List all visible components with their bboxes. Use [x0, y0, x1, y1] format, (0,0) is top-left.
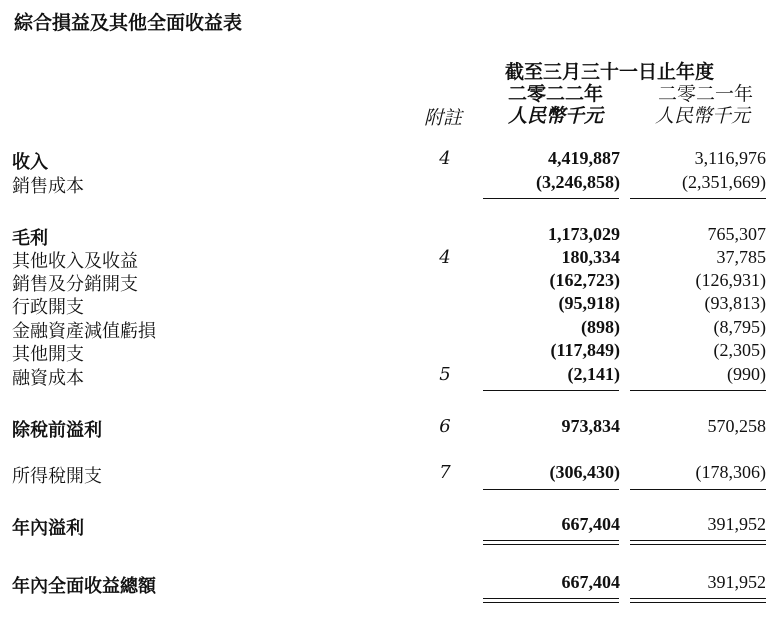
table-row [0, 293, 776, 317]
total-double-rule [630, 544, 766, 545]
total-double-rule [630, 602, 766, 603]
subtotal-rule [630, 390, 766, 391]
row-label: 收入 [12, 152, 48, 173]
table-row [0, 224, 776, 248]
value-2022: (2,141) [567, 364, 620, 384]
row-label: 所得稅開支 [12, 466, 102, 487]
total-double-rule [483, 544, 619, 545]
value-2021: 391,952 [707, 572, 766, 592]
row-label: 其他開支 [12, 344, 84, 365]
value-2021: (2,305) [713, 340, 766, 360]
table-row [0, 317, 776, 341]
value-2021: (178,306) [695, 462, 766, 482]
value-2022: (306,430) [549, 462, 620, 482]
total-double-rule [630, 598, 766, 599]
value-2022: (95,918) [558, 293, 620, 313]
value-2021: (2,351,669) [682, 172, 766, 192]
table-row [0, 247, 776, 271]
row-label: 銷售及分銷開支 [12, 274, 138, 295]
row-note: 5 [439, 364, 451, 385]
subtotal-rule [483, 390, 619, 391]
table-row [0, 364, 776, 388]
value-2022: 667,404 [561, 514, 620, 534]
value-2022: 973,834 [561, 416, 620, 436]
value-2021: (93,813) [704, 293, 766, 313]
value-2022: (117,849) [550, 340, 620, 360]
value-2021: 3,116,976 [694, 148, 766, 168]
value-2022: 667,404 [561, 572, 620, 592]
table-row [0, 148, 776, 172]
row-label: 毛利 [12, 228, 48, 249]
value-2021: 37,785 [716, 247, 766, 267]
total-double-rule [483, 598, 619, 599]
row-label: 銷售成本 [12, 176, 84, 197]
row-label: 年內溢利 [12, 518, 84, 539]
value-2021: 570,258 [707, 416, 766, 436]
row-label: 除稅前溢利 [12, 420, 102, 441]
row-label: 金融資產減值虧損 [12, 321, 156, 342]
table-row [0, 514, 776, 538]
value-2022: (898) [581, 317, 620, 337]
year-2021-header: 二零二一年 [658, 83, 754, 105]
total-double-rule [483, 602, 619, 603]
statement-title: 綜合損益及其他全面收益表 [14, 12, 243, 34]
value-2022: (162,723) [549, 270, 620, 290]
table-row [0, 270, 776, 294]
value-2021: 765,307 [707, 224, 766, 244]
note-column-header: 附註 [424, 107, 463, 129]
value-2022: 1,173,029 [548, 224, 620, 244]
total-double-rule [483, 540, 619, 541]
subtotal-rule [483, 489, 619, 490]
value-2021: (126,931) [695, 270, 766, 290]
row-label: 行政開支 [12, 297, 84, 318]
year-2022-header: 二零二二年 [508, 83, 604, 105]
subtotal-rule [483, 198, 619, 199]
value-2022: 4,419,887 [548, 148, 620, 168]
table-row [0, 416, 776, 440]
subtotal-rule [630, 198, 766, 199]
row-note: 4 [439, 148, 451, 169]
row-label: 年內全面收益總額 [12, 576, 156, 597]
value-2021: 391,952 [707, 514, 766, 534]
row-label: 其他收入及收益 [12, 251, 138, 272]
unit-2021-header: 人民幣千元 [655, 105, 751, 127]
table-row [0, 340, 776, 364]
table-row [0, 172, 776, 196]
value-2022: (3,246,858) [536, 172, 620, 192]
table-row [0, 462, 776, 486]
row-label: 融資成本 [12, 368, 84, 389]
total-double-rule [630, 540, 766, 541]
row-note: 7 [439, 462, 451, 483]
value-2021: (8,795) [713, 317, 766, 337]
row-note: 6 [439, 416, 451, 437]
period-header: 截至三月三十一日止年度 [505, 61, 715, 83]
row-note: 4 [439, 247, 451, 268]
unit-2022-header: 人民幣千元 [508, 105, 604, 127]
subtotal-rule [630, 489, 766, 490]
table-row [0, 572, 776, 596]
value-2021: (990) [727, 364, 766, 384]
value-2022: 180,334 [561, 247, 620, 267]
